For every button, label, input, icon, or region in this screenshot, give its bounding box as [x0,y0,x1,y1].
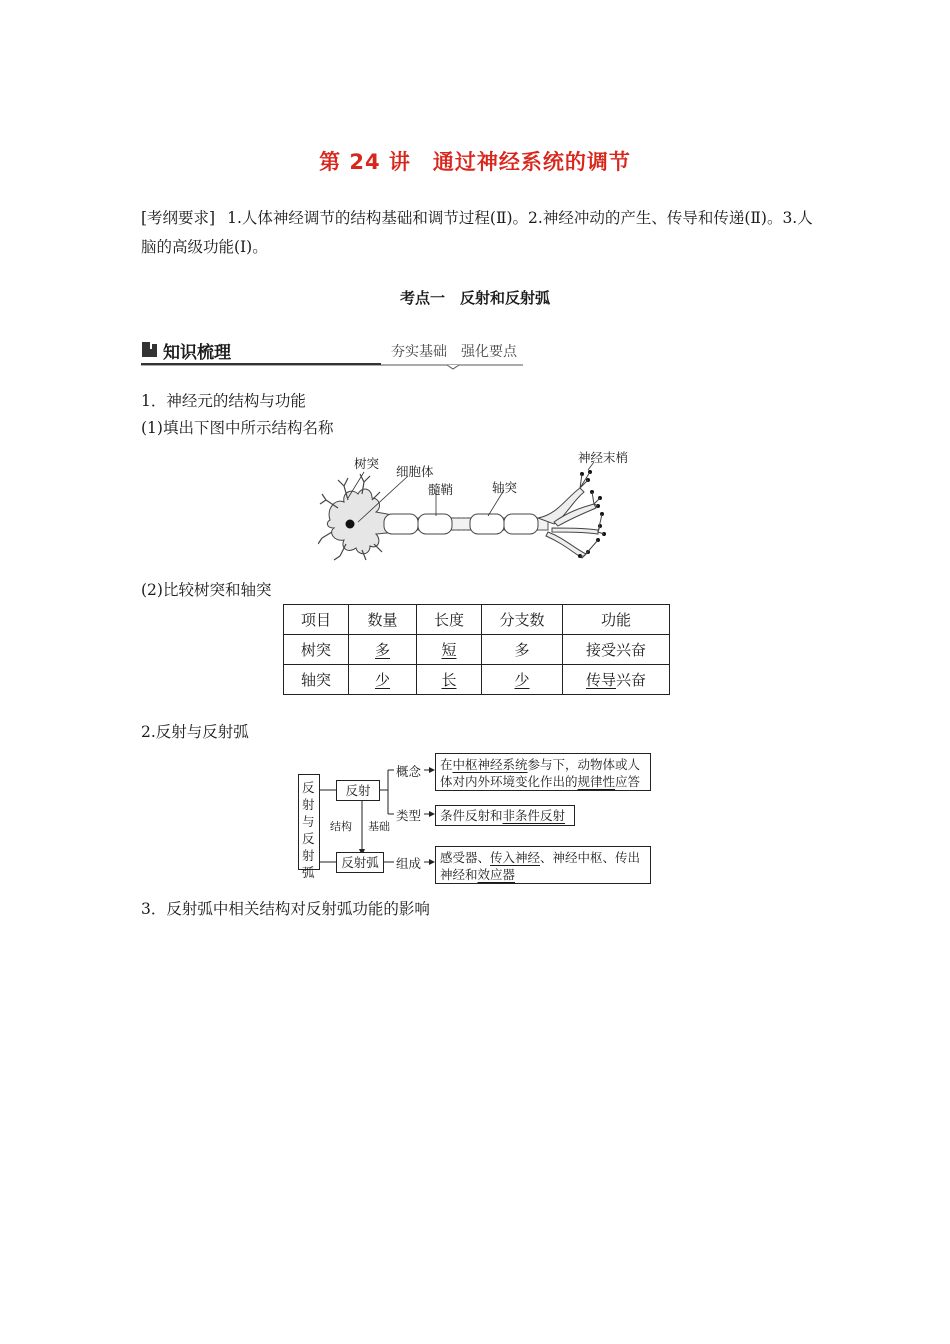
root-label: 反射与反射弧 [302,780,315,880]
label-cell-body: 细胞体 [396,464,434,479]
table-cell: 少 [374,671,390,689]
header-cell: 分支数 [482,605,563,635]
label-myelin: 髓鞘 [428,482,454,497]
table-cell: 多 [374,641,390,659]
concept-underlined: 中枢神经系统 [452,757,528,772]
table-cell-underlined: 传导 [585,671,616,689]
type-text: 条件反射和 [440,808,503,823]
type-underlined: 非条件反射 [502,808,566,823]
table-cell: 少 [514,671,530,689]
table-cell: 多 [482,635,563,665]
banner-subtitle: 夯实基础 强化要点 [391,344,517,360]
type-label: 类型 [396,808,422,823]
relation-left: 结构 [330,820,352,833]
relation-right: 基础 [368,820,390,833]
table-cell: 接受兴奋 [563,635,670,665]
root-box [298,774,320,880]
label-dendrite: 树突 [354,456,380,471]
table-cell: 轴突 [284,665,349,695]
header-cell: 长度 [417,605,482,635]
table-header-row [284,605,670,635]
reflex-concept-map [290,750,660,890]
concept-text: 在 [440,757,453,772]
table-cell: 短 [441,641,457,659]
banner-label: 知识梳理 [163,343,231,363]
table-cell: 长 [441,671,457,689]
knowledge-banner [141,338,523,370]
exam-requirements [141,204,821,262]
concept-underlined: 规律性 [577,774,616,789]
section-title: 考点一 反射和反射弧 [399,289,550,307]
composition-text: 、神经中枢、传出 [540,850,641,865]
requirements-text: 1.人体神经调节的结构基础和调节过程(Ⅱ)。2.神经冲动的产生、传导和传递(Ⅱ)。3.人脑的高级功能(Ⅰ)。 [141,209,813,256]
page-title: 第 24 讲 通过神经系统的调节 [319,150,631,174]
table-row [284,635,670,665]
item2-heading: 2.反射与反射弧 [141,723,249,741]
composition-label: 组成 [396,856,422,871]
arc-label: 反射弧 [341,855,379,870]
table-cell: 树突 [284,635,349,665]
neuron-diagram [318,448,638,567]
item3-heading: 3．反射弧中相关结构对反射弧功能的影响 [141,900,430,918]
item1-sub2: (2)比较树突和轴突 [141,581,272,599]
item1-sub1: (1)填出下图中所示结构名称 [141,419,334,437]
banner-underline [141,360,523,370]
concept-text: 参与下，动物体或人 [527,757,641,772]
reflex-label: 反射 [345,783,371,798]
item1-heading: 1．神经元的结构与功能 [141,392,306,410]
concept-text: 体对内外环境变化作出的 [440,774,578,789]
concept-box [435,753,651,791]
composition-underlined: 效应器 [477,867,516,882]
concept-text: 应答 [615,774,641,789]
composition-box [435,846,651,884]
composition-underlined: 传入神经 [490,850,541,865]
arc-box [336,852,384,873]
composition-text: 神经和 [440,867,478,882]
label-axon: 轴突 [492,480,518,495]
header-cell: 项目 [284,605,349,635]
composition-text: 感受器、 [440,850,491,865]
header-cell: 数量 [349,605,417,635]
requirements-tag: [考纲要求] [141,209,216,227]
reflex-box [336,780,380,801]
concept-label: 概念 [396,764,422,779]
header-cell: 功能 [563,605,670,635]
table-cell-rest: 兴奋 [616,671,647,689]
comparison-table [283,604,670,695]
table-row [284,665,670,695]
label-nerve-ending: 神经末梢 [578,450,629,465]
type-box [435,805,575,826]
